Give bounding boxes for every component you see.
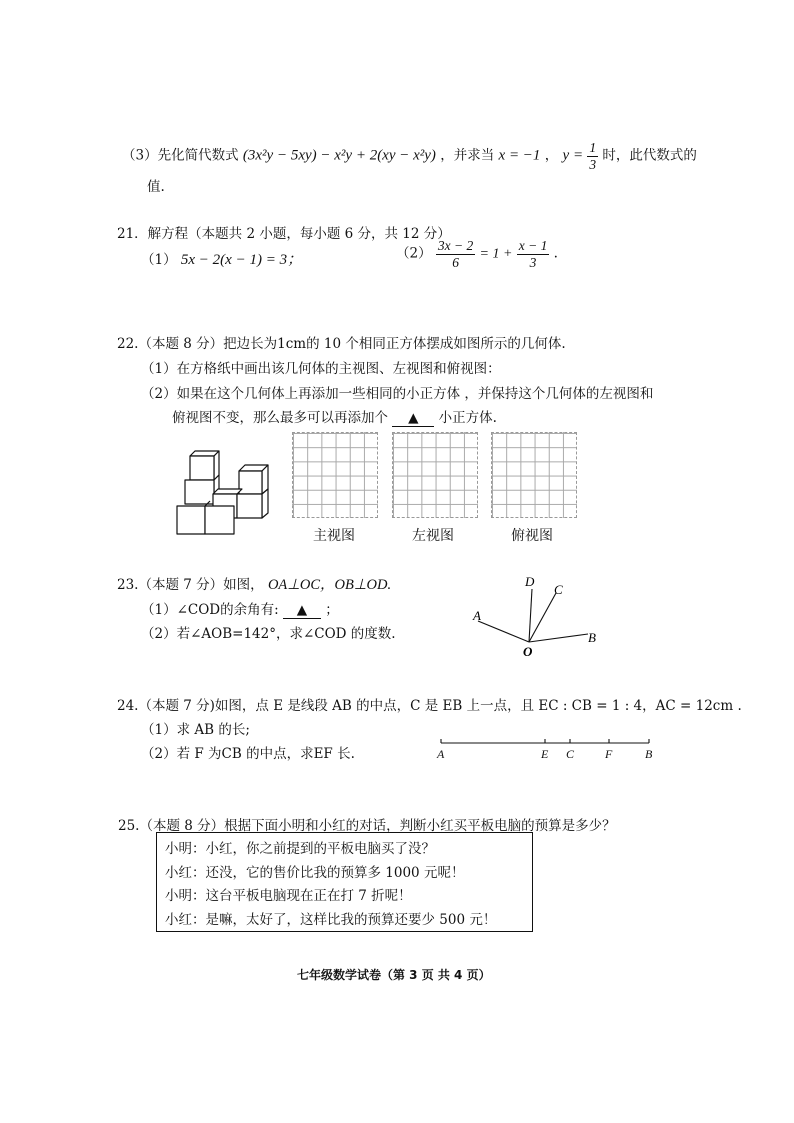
- ray-OD: [529, 589, 532, 642]
- q23-title-text: 23.（本题 7 分）如图，: [117, 577, 264, 593]
- q20-3-comma: ，: [544, 147, 559, 164]
- q21-part1-equation: 5x − 2(x − 1) = 3；: [180, 252, 303, 268]
- grid-label-top: 俯视图: [511, 528, 553, 544]
- q21-part2-label: （2）: [396, 245, 432, 262]
- q24-title: 24.（本题 7 分)如图，点 E 是线段 AB 的中点，C 是 EB 上一点，且 EC : CB = 1 : 4，AC = 12cm .: [117, 698, 742, 714]
- ray-OB: [529, 634, 588, 642]
- q20-3-y-prefix: y =: [562, 147, 584, 164]
- label-C: C: [554, 582, 563, 597]
- q20-3-line: [122, 140, 697, 172]
- q21-part1-label: （1）: [141, 252, 177, 268]
- q20-3-label: （3）先化简代数式: [122, 147, 239, 164]
- fraction-numerator: 3x − 2: [437, 238, 474, 253]
- q23-part2: （2）若∠AOB=142°，求∠COD 的度数.: [141, 626, 396, 642]
- q23-title-math: OA⊥OC，OB⊥OD.: [267, 577, 392, 593]
- cube-stack-figure: [172, 436, 277, 540]
- grid-front-view[interactable]: [292, 432, 378, 518]
- fraction-denominator: 3: [529, 254, 537, 270]
- grid-label-front: 主视图: [313, 528, 355, 544]
- grid-label-left: 左视图: [412, 528, 454, 544]
- fraction-numerator: x − 1: [518, 238, 548, 253]
- q20-3-x-value: x = −1: [498, 147, 541, 164]
- point-label-F: F: [605, 747, 613, 761]
- point-label-E: E: [541, 747, 549, 761]
- label-D: D: [525, 574, 535, 589]
- q22-part2-line1: （2）如果在这个几何体上再添加一些相同的小正方体 ，并保持这个几何体的左视图和: [141, 386, 654, 402]
- q23-title: [117, 573, 391, 594]
- dialog-line: 小红：还没，它的售价比我的预算多 1000 元呢！: [165, 864, 465, 881]
- q21-part1: [141, 248, 302, 269]
- answer-blank: ▲: [392, 410, 434, 427]
- point-label-B: B: [645, 747, 653, 761]
- fraction-numerator: 1: [589, 140, 597, 155]
- fraction-denominator: 6: [452, 254, 459, 270]
- label-A: A: [473, 608, 481, 623]
- q24-part1: （1）求 AB 的长;: [141, 722, 250, 738]
- point-label-C: C: [566, 747, 575, 761]
- q22-part1: （1）在方格纸中画出该几何体的主视图、左视图和俯视图：: [141, 361, 501, 377]
- q21-part2-fraction-right: [517, 238, 550, 270]
- q20-3-expression: (3x²y − 5xy) − x²y + 2(xy − x²y): [242, 147, 436, 164]
- angle-figure: [470, 572, 610, 660]
- q21-part2: [396, 238, 558, 270]
- grid-left-view[interactable]: [392, 432, 478, 518]
- dialog-line: 小红：是嘛，太好了，这样比我的预算还要少 500 元！: [165, 911, 497, 928]
- q21-part2-period: .: [553, 245, 558, 262]
- q23-part1-pre: （1）∠COD的余角有:: [141, 602, 279, 618]
- q25-title: 25.（本题 8 分）根据下面小明和小红的对话，判断小红买平板电脑的预算是多少？: [118, 818, 616, 834]
- point-label-A: A: [437, 747, 445, 761]
- q23-part1: [141, 598, 339, 619]
- q23-part1-post: ；: [325, 602, 339, 618]
- dialog-line: 小明：这台平板电脑现在正在打 7 折呢！: [165, 888, 412, 904]
- q21-part2-fraction-left: [436, 238, 475, 270]
- grid-top-view[interactable]: [491, 432, 577, 518]
- dialog-line: 小明：小红，你之前提到的平板电脑买了没？: [165, 841, 435, 857]
- label-B: B: [588, 630, 596, 645]
- q22-part2-line2: [172, 406, 497, 427]
- dialog-box: [156, 832, 533, 932]
- fraction-denominator: 3: [589, 156, 597, 172]
- ray-OC: [529, 593, 556, 642]
- q20-3-y-fraction: [587, 140, 598, 172]
- q21-title: 21．解方程（本题共 2 小题，每小题 6 分，共 12 分）: [117, 226, 451, 242]
- page-footer: 七年级数学试卷（第 3 页 共 4 页）: [297, 968, 491, 982]
- answer-blank: ▲: [283, 602, 321, 619]
- q22-part2-pre: 俯视图不变，那么最多可以再添加个: [172, 410, 388, 426]
- q21-part2-middle: = 1 +: [479, 246, 513, 262]
- q20-3-continuation: 值.: [147, 179, 165, 195]
- segment-figure: [432, 736, 662, 762]
- q20-3-cond2: 时，此代数式的: [602, 147, 697, 164]
- label-O: O: [523, 644, 533, 659]
- q24-part2: （2）若 F 为CB 的中点，求EF 长.: [141, 746, 355, 762]
- q22-part2-post: 小正方体.: [438, 410, 497, 426]
- q20-3-cond1: ，并求当: [440, 147, 495, 164]
- q22-title: 22.（本题 8 分）把边长为1cm的 10 个相同正方体摆成如图所示的几何体.: [117, 336, 566, 352]
- ray-OA: [478, 621, 529, 642]
